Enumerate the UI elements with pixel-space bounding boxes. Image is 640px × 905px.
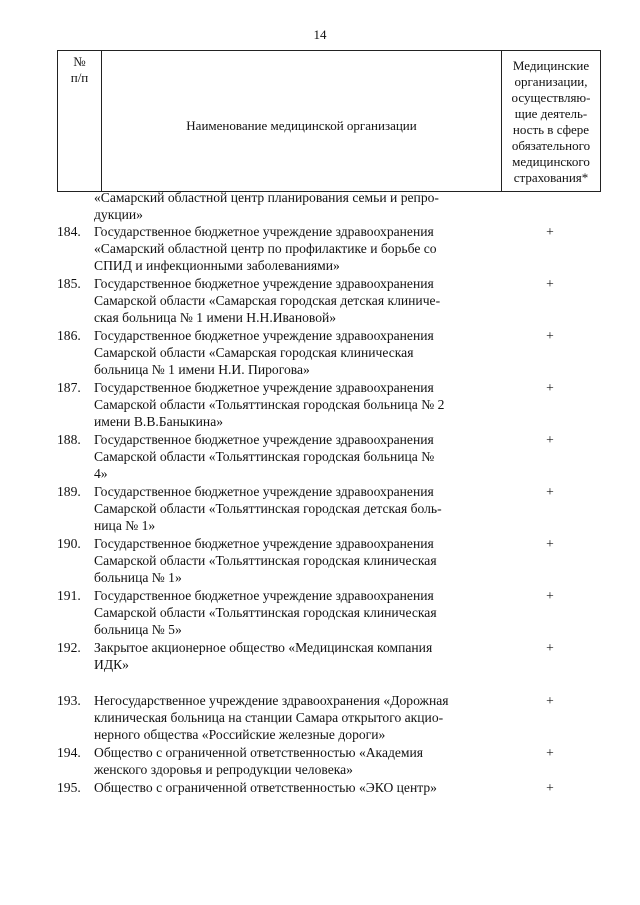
organization-list (57, 189, 597, 796)
row-name (94, 189, 499, 223)
header-col-med-line: обязательного (511, 138, 591, 153)
row-mark: + (546, 780, 554, 795)
row-name-line: Самарской области «Тольяттинская городская больница № 2 (94, 397, 445, 412)
row-name-line: «Самарский областной центр планирования семьи и репро- (94, 190, 439, 205)
row-mark: + (546, 224, 554, 239)
row-name-line: нерного общества «Российские железные дороги» (94, 727, 386, 742)
row-name-line: Государственное бюджетное учреждение здравоохранения (94, 224, 434, 239)
row-name-line: больница № 5» (94, 622, 182, 637)
row-number: 194. (57, 745, 81, 760)
row-number: 187. (57, 380, 81, 395)
row-mark: + (546, 328, 554, 343)
row-name-line: Общество с ограниченной ответственностью «Академия (94, 745, 424, 760)
row-mark: + (546, 276, 554, 291)
row-name-line: ИДК» (94, 657, 129, 672)
row-name-line: Государственное бюджетное учреждение здравоохранения (94, 276, 434, 291)
row-name-line: Государственное бюджетное учреждение здравоохранения (94, 380, 434, 395)
row-mark: + (546, 432, 554, 447)
table-header (57, 50, 601, 192)
row-name (94, 327, 499, 378)
header-col-name: Наименование медицинской организации (102, 51, 502, 192)
row-number: 191. (57, 588, 81, 603)
header-col-number-line: № (73, 54, 86, 69)
row-number: 184. (57, 224, 81, 239)
row-name-line: Самарской области «Тольяттинская городская клиническая (94, 605, 437, 620)
row-name-line: больница № 1 имени Н.И. Пирогова» (94, 362, 310, 377)
row-name (94, 779, 499, 796)
row-name-line: Самарской области «Тольяттинская городская клиническая (94, 553, 437, 568)
row-number: 188. (57, 432, 81, 447)
row-name (94, 639, 499, 673)
row-name (94, 379, 499, 430)
row-name-line: Самарской области «Самарская городская клиническая (94, 345, 414, 360)
row-mark: + (546, 588, 554, 603)
list-item (57, 692, 597, 743)
row-name-line: Самарской области «Тольяттинская городская больница № (94, 449, 435, 464)
row-mark: + (546, 484, 554, 499)
row-name-line: имени В.В.Баныкина» (94, 414, 224, 429)
row-name (94, 692, 499, 743)
header-col-med-line: организации, (514, 74, 588, 89)
list-item (57, 483, 597, 534)
list-item (57, 327, 597, 378)
row-name-line: Государственное бюджетное учреждение здравоохранения (94, 588, 434, 603)
header-col-med-line: Медицинские (512, 58, 590, 73)
row-name-line: СПИД и инфекционными заболеваниями» (94, 258, 340, 273)
row-mark: + (546, 745, 554, 760)
row-name-line: Самарской области «Тольяттинская городская детская боль- (94, 501, 442, 516)
row-name-line: Закрытое акционерное общество «Медицинская компания (94, 640, 433, 655)
row-name (94, 744, 499, 778)
row-mark: + (546, 640, 554, 655)
row-number: 189. (57, 484, 81, 499)
list-item-continuation (57, 189, 597, 223)
row-name-line: клиническая больница на станции Самара открытого акцио- (94, 710, 444, 725)
list-item (57, 223, 597, 274)
header-col-med-line: щие деятель- (514, 106, 588, 121)
row-name-line: Государственное бюджетное учреждение здравоохранения (94, 484, 434, 499)
list-item (57, 587, 597, 638)
rows-container (57, 223, 597, 796)
header-col-med-line: медицинского (512, 154, 590, 169)
header-col-number (58, 51, 102, 192)
row-number (57, 189, 94, 223)
row-name-line: Государственное бюджетное учреждение здравоохранения (94, 432, 434, 447)
header-col-med-line: осуществляю- (511, 90, 591, 105)
row-number: 185. (57, 276, 81, 291)
row-name-line: больница № 1» (94, 570, 182, 585)
row-number: 195. (57, 780, 81, 795)
row-mark: + (546, 536, 554, 551)
row-name-line: Государственное бюджетное учреждение здравоохранения (94, 536, 434, 551)
list-item (57, 535, 597, 586)
row-name-line: 4» (94, 466, 108, 481)
row-name (94, 535, 499, 586)
header-col-number-line: п/п (70, 70, 89, 85)
row-name-line: женского здоровья и репродукции человека» (94, 762, 353, 777)
row-name (94, 587, 499, 638)
row-name-line: Общество с ограниченной ответственностью «ЭКО центр» (94, 780, 437, 795)
row-number: 192. (57, 640, 81, 655)
row-number: 186. (57, 328, 81, 343)
row-name (94, 483, 499, 534)
row-mark: + (546, 693, 554, 708)
row-name (94, 431, 499, 482)
row-name-line: Негосударственное учреждение здравоохранения «Дорожная (94, 693, 449, 708)
list-item (57, 431, 597, 482)
page-number: 14 (313, 27, 327, 42)
row-name-line: дукции» (94, 207, 143, 222)
list-item (57, 779, 597, 796)
row-number: 193. (57, 693, 81, 708)
row-name-line: ская больница № 1 имени Н.Н.Ивановой» (94, 310, 337, 325)
row-mark: + (546, 380, 554, 395)
header-col-med-line: ность в сфере (512, 122, 590, 137)
row-name-line: Самарской области «Самарская городская детская клиниче- (94, 293, 441, 308)
row-name (94, 275, 499, 326)
row-name-line: «Самарский областной центр по профилактике и борьбе со (94, 241, 437, 256)
list-item (57, 744, 597, 778)
row-name (94, 223, 499, 274)
list-item (57, 639, 597, 673)
header-col-med-line: страхования* (513, 170, 589, 185)
row-name-line: Государственное бюджетное учреждение здравоохранения (94, 328, 434, 343)
row-mark (499, 189, 597, 223)
list-item (57, 379, 597, 430)
list-item (57, 275, 597, 326)
row-number: 190. (57, 536, 81, 551)
row-name-line: ница № 1» (94, 518, 156, 533)
header-col-medical-insurance (502, 51, 601, 192)
